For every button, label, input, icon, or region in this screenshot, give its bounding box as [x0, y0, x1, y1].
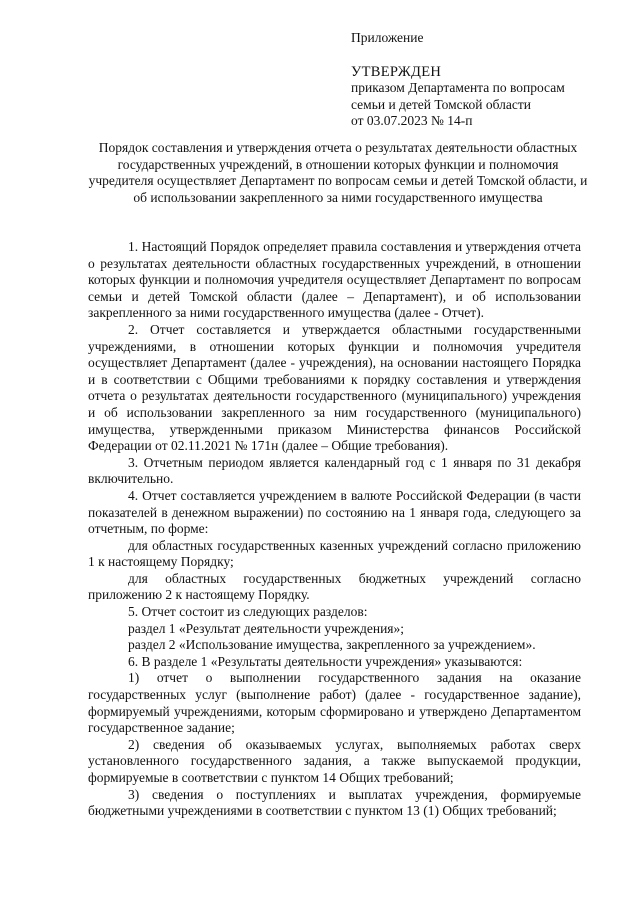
document-title: Порядок составления и утверждения отчета о результатах деятельности областных государственных учреждений, в отношении которых функции и полномочия учредителя осуществляет Департамент по вопросам семьи и детей Томской области, и об использовании закрепленного за ними государственного имущества [88, 140, 588, 205]
paragraph-6-item-3: 3) сведения о поступлениях и выплатах учреждения, формируемые бюджетными учреждениями в соответствии с пунктом 13 (1) Общих требований; [88, 786, 581, 819]
paragraph-4-item-kazennye: для областных государственных казенных учреждений согласно приложению 1 к настоящему Порядку; [88, 537, 581, 570]
section-2-line: раздел 2 «Использование имущества, закрепленного за учреждением». [128, 637, 536, 653]
paragraph-6-item-2: 2) сведения об оказываемых услугах, выполняемых работах сверх установленного государственного задания, а также выпускаемой продукции, формируемые в соответствии с пунктом 14 Общих требований; [88, 736, 581, 785]
appendix-label: Приложение [351, 30, 424, 45]
approval-line: приказом Департамента по вопросам [351, 80, 565, 95]
paragraph-4-item-byudzhetnye: для областных государственных бюджетных учреждений согласно приложению 2 к настоящему Порядку. [88, 570, 581, 603]
approval-line: семьи и детей Томской области [351, 96, 532, 112]
section-1-line: раздел 1 «Результат деятельности учреждения»; [128, 620, 405, 636]
approval-line: от 03.07.2023 № 14-п [351, 113, 473, 128]
paragraph-3: 3. Отчетным периодом является календарный год с 1 января по 31 декабря включительно. [88, 454, 581, 487]
approval-block [351, 30, 611, 130]
paragraph-4: 4. Отчет составляется учреждением в валюте Российской Федерации (в части показателей в денежном выражении) по состоянию на 1 января года, следующего за отчетным, по форме: [88, 487, 581, 537]
document-body [88, 239, 581, 820]
paragraph-6: 6. В разделе 1 «Результаты деятельности учреждения» указываются: [128, 653, 523, 669]
paragraph-1: 1. Настоящий Порядок определяет правила составления и утверждения отчета о результатах деятельности областных государственных учреждений, в отношении которых функции и полномочия учредителя осуществляет Департамент по вопросам семьи и детей Томской области (далее – Департамент), и об использовании закрепленного за ними государственного имущества (далее - Отчет). [88, 239, 581, 321]
paragraph-6-item-1: 1) отчет о выполнении государственного задания на оказание государственных услуг (выполнение работ) (далее - государственное задание), формируемый учреждениями, которым сформировано и утверждено Департаментом государственное задание; [88, 670, 581, 736]
paragraph-2: 2. Отчет составляется и утверждается областными государственными учреждениями, в отношении которых функции и полномочия учредителя осуществляет Департамент (далее - учреждения), на основании настоящего Порядка и в соответствии с Общими требованиями к порядку составления и утверждения отчета о результатах деятельности государственного (муниципального) учреждения и об использовании закрепленного за ним государственного (муниципального) имущества, утвержденными приказом Министерства финансов Российской Федерации от 02.11.2021 № 171н (далее – Общие требования). [88, 321, 581, 454]
paragraph-5: 5. Отчет состоит из следующих разделов: [128, 604, 368, 620]
approved-stamp-word: УТВЕРЖДЕН [351, 63, 442, 80]
